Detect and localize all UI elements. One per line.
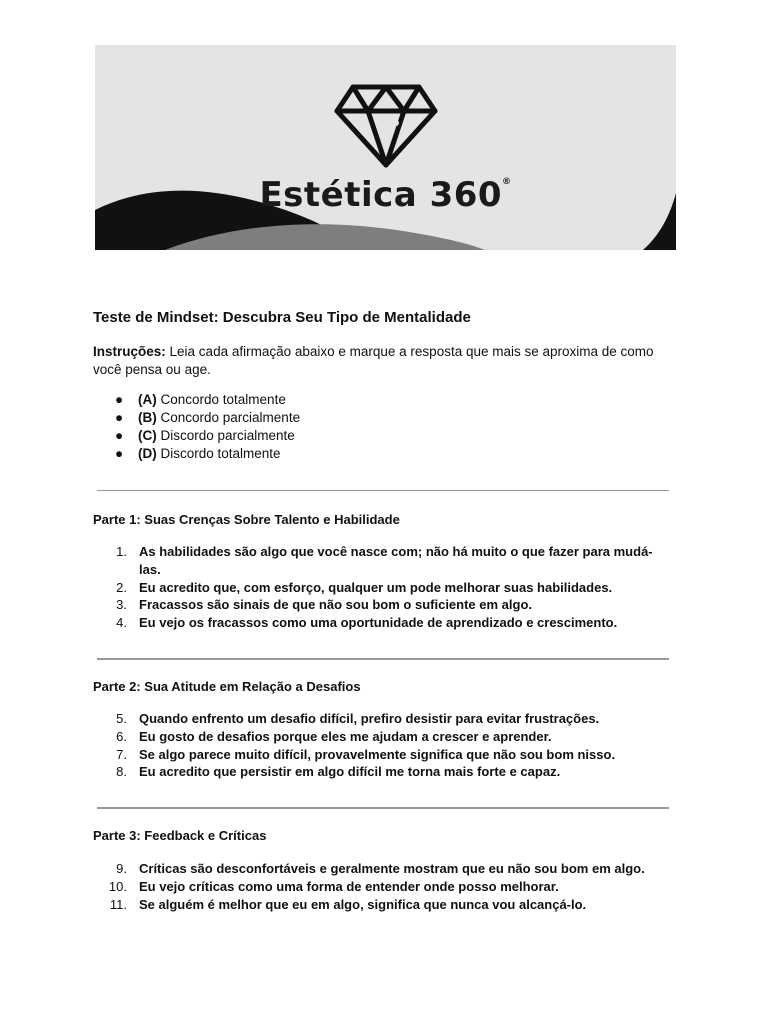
instructions-text: Leia cada afirmação abaixo e marque a resposta que mais se aproxima de como você pensa ou age. — [93, 344, 654, 377]
part-1-questions — [93, 543, 673, 632]
question-item: 2. Eu acredito que, com esforço, qualquer um pode melhorar suas habilidades. — [116, 579, 613, 595]
question-item: 4. Eu vejo os fracassos como uma oportunidade de aprendizado e crescimento. — [116, 615, 618, 631]
part-3-questions — [93, 860, 673, 913]
question-item: 5. Quando enfrento um desafio difícil, prefiro desistir para evitar frustrações. — [116, 711, 600, 726]
question-item: 1. As habilidades são algo que você nasce com; não há muito o que fazer para mudá-las. — [116, 544, 653, 577]
registered-mark: ® — [502, 177, 512, 187]
answer-options — [115, 391, 300, 463]
divider — [97, 807, 669, 809]
question-item: 7. Se algo parece muito difícil, provavelmente significa que não sou bom nisso. — [116, 746, 616, 762]
option-d: ● (D) Discordo totalmente — [115, 446, 281, 461]
question-item: 9. Críticas são desconfortáveis e geralmente mostram que eu não sou bom em algo. — [116, 861, 645, 876]
page-title: Teste de Mindset: Descubra Seu Tipo de Mentalidade — [93, 309, 471, 326]
brand-name: Estética 360® — [259, 175, 512, 215]
header-banner — [95, 45, 676, 250]
question-item: 6. Eu gosto de desafios porque eles me ajudam a crescer e aprender. — [116, 728, 552, 744]
option-b: ● (B) Concordo parcialmente — [115, 410, 301, 425]
diamond-icon — [333, 83, 439, 169]
bullet: ● — [115, 392, 124, 407]
divider — [97, 490, 669, 491]
question-item: 10. Eu vejo críticas como uma forma de entender onde posso melhorar. — [108, 878, 559, 894]
part-1-title: Parte 1: Suas Crenças Sobre Talento e Habilidade — [93, 512, 400, 527]
question-item: 11. Se alguém é melhor que eu em algo, significa que nunca vou alcançá-lo. — [109, 896, 587, 912]
instructions — [93, 343, 658, 379]
question-item: 8. Eu acredito que persistir em algo difícil me torna mais forte e capaz. — [116, 764, 561, 780]
part-3-title: Parte 3: Feedback e Críticas — [93, 828, 267, 843]
bullet: ● — [115, 446, 124, 461]
option-a: ● (A) Concordo totalmente — [115, 392, 286, 407]
instructions-label: Instruções: — [93, 344, 166, 359]
logo — [95, 83, 676, 174]
question-item: 3. Fracassos são sinais de que não sou bom o suficiente em algo. — [116, 597, 533, 613]
option-c: ● (C) Discordo parcialmente — [115, 428, 295, 443]
bullet: ● — [115, 410, 124, 425]
bullet: ● — [115, 428, 124, 443]
part-2-questions — [93, 710, 673, 781]
divider — [97, 658, 669, 660]
part-2-title: Parte 2: Sua Atitude em Relação a Desafios — [93, 679, 361, 694]
